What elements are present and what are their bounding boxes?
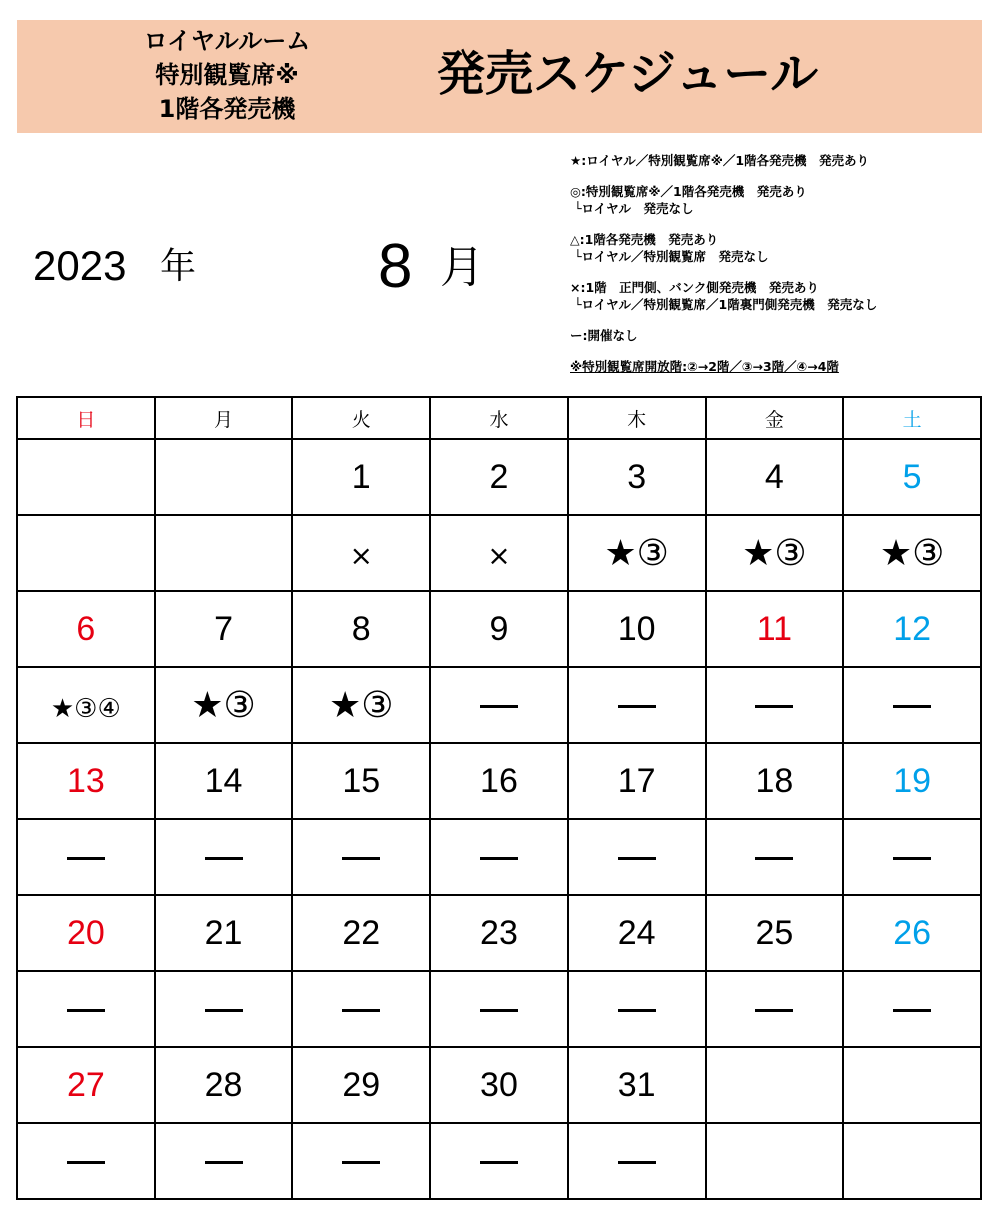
status-cell-9 bbox=[430, 667, 568, 743]
calendar-body bbox=[17, 439, 981, 1199]
no-race-dash bbox=[480, 1161, 518, 1164]
no-race-dash bbox=[205, 857, 243, 860]
date-row bbox=[17, 439, 981, 515]
date-cell-5: 5 bbox=[843, 439, 981, 515]
status-cell-27 bbox=[17, 1123, 155, 1199]
date-cell-18: 18 bbox=[706, 743, 844, 819]
status-cell-16 bbox=[430, 819, 568, 895]
no-race-dash bbox=[893, 857, 931, 860]
month-unit: 月 bbox=[440, 242, 484, 293]
legend-floor-note: ※特別観覧席開放階:②→2階／③→3階／④→4階 bbox=[570, 359, 839, 374]
status-cell-14 bbox=[155, 819, 293, 895]
no-race-dash bbox=[755, 1009, 793, 1012]
status-cell-empty bbox=[155, 515, 293, 591]
date-cell-15: 15 bbox=[292, 743, 430, 819]
no-race-dash bbox=[342, 857, 380, 860]
date-cell-23: 23 bbox=[430, 895, 568, 971]
status-cell-29 bbox=[292, 1123, 430, 1199]
date-cell-10: 10 bbox=[568, 591, 706, 667]
no-race-dash bbox=[893, 705, 931, 708]
status-cell-11 bbox=[706, 667, 844, 743]
date-cell-empty bbox=[706, 1047, 844, 1123]
venue-label-royal: ロイヤルルーム bbox=[143, 27, 311, 55]
date-cell-9: 9 bbox=[430, 591, 568, 667]
no-race-dash bbox=[755, 857, 793, 860]
sales-status: ★③ bbox=[879, 532, 945, 574]
status-cell-30 bbox=[430, 1123, 568, 1199]
sales-status: × bbox=[487, 538, 511, 572]
date-cell-1: 1 bbox=[292, 439, 430, 515]
status-cell-4 bbox=[706, 515, 844, 591]
status-cell-13 bbox=[17, 819, 155, 895]
page-title: 発売スケジュール bbox=[437, 46, 819, 102]
status-cell-15 bbox=[292, 819, 430, 895]
date-cell-16: 16 bbox=[430, 743, 568, 819]
status-row bbox=[17, 971, 981, 1047]
weekday-monday: 月 bbox=[155, 397, 293, 439]
no-race-dash bbox=[755, 705, 793, 708]
legend-star-text: ★:ロイヤル／特別観覧席※／1階各発売機 発売あり bbox=[570, 153, 870, 168]
status-cell-20 bbox=[17, 971, 155, 1047]
status-cell-12 bbox=[843, 667, 981, 743]
date-cell-empty bbox=[17, 439, 155, 515]
status-row bbox=[17, 667, 981, 743]
status-cell-17 bbox=[568, 819, 706, 895]
date-cell-11: 11 bbox=[706, 591, 844, 667]
status-cell-1 bbox=[292, 515, 430, 591]
status-cell-10 bbox=[568, 667, 706, 743]
status-cell-18 bbox=[706, 819, 844, 895]
venue-label-first-floor: 1階各発売機 bbox=[158, 95, 296, 123]
date-cell-8: 8 bbox=[292, 591, 430, 667]
no-race-dash bbox=[480, 1009, 518, 1012]
status-cell-empty bbox=[843, 1123, 981, 1199]
status-cell-7 bbox=[155, 667, 293, 743]
status-cell-empty bbox=[17, 515, 155, 591]
weekday-friday: 金 bbox=[706, 397, 844, 439]
status-cell-31 bbox=[568, 1123, 706, 1199]
no-race-dash bbox=[480, 857, 518, 860]
sales-status: × bbox=[349, 538, 373, 572]
status-row bbox=[17, 515, 981, 591]
date-cell-21: 21 bbox=[155, 895, 293, 971]
legend-double-circle-text: ◎:特別観覧席※／1階各発売機 発売あり bbox=[570, 184, 807, 199]
date-cell-27: 27 bbox=[17, 1047, 155, 1123]
legend-double-circle bbox=[570, 183, 990, 217]
calendar-table bbox=[16, 396, 982, 1200]
no-race-dash bbox=[205, 1009, 243, 1012]
status-cell-28 bbox=[155, 1123, 293, 1199]
date-cell-2: 2 bbox=[430, 439, 568, 515]
date-cell-empty bbox=[843, 1047, 981, 1123]
status-cell-22 bbox=[292, 971, 430, 1047]
sales-status: ★③ bbox=[191, 684, 256, 726]
no-race-dash bbox=[342, 1009, 380, 1012]
status-row bbox=[17, 819, 981, 895]
header-banner bbox=[17, 20, 982, 133]
status-cell-2 bbox=[430, 515, 568, 591]
date-row bbox=[17, 743, 981, 819]
no-race-dash bbox=[342, 1161, 380, 1164]
date-cell-empty bbox=[155, 439, 293, 515]
date-row bbox=[17, 1047, 981, 1123]
date-row bbox=[17, 895, 981, 971]
weekday-tuesday: 火 bbox=[292, 397, 430, 439]
status-cell-5 bbox=[843, 515, 981, 591]
legend-triangle bbox=[570, 231, 990, 265]
no-race-dash bbox=[67, 1161, 105, 1164]
month-value: 8 bbox=[378, 232, 413, 301]
date-cell-19: 19 bbox=[843, 743, 981, 819]
status-cell-8 bbox=[292, 667, 430, 743]
legend-cross bbox=[570, 279, 990, 313]
weekday-header-row bbox=[17, 397, 981, 439]
no-race-dash bbox=[618, 1161, 656, 1164]
status-cell-empty bbox=[706, 1123, 844, 1199]
year-unit: 年 bbox=[160, 246, 197, 287]
weekday-thursday: 木 bbox=[568, 397, 706, 439]
no-race-dash bbox=[618, 705, 656, 708]
status-cell-3 bbox=[568, 515, 706, 591]
date-cell-12: 12 bbox=[843, 591, 981, 667]
no-race-dash bbox=[480, 705, 518, 708]
date-cell-4: 4 bbox=[706, 439, 844, 515]
date-cell-24: 24 bbox=[568, 895, 706, 971]
no-race-dash bbox=[893, 1009, 931, 1012]
date-cell-14: 14 bbox=[155, 743, 293, 819]
legend bbox=[570, 152, 990, 389]
year-value: 2023 bbox=[33, 242, 127, 289]
date-row bbox=[17, 591, 981, 667]
no-race-dash bbox=[67, 857, 105, 860]
status-cell-23 bbox=[430, 971, 568, 1047]
legend-double-circle-sub: └ロイヤル 発売なし bbox=[574, 201, 694, 216]
date-cell-26: 26 bbox=[843, 895, 981, 971]
legend-triangle-text: △:1階各発売機 発売あり bbox=[570, 232, 719, 247]
legend-star bbox=[570, 152, 990, 169]
date-cell-13: 13 bbox=[17, 743, 155, 819]
status-cell-26 bbox=[843, 971, 981, 1047]
legend-cross-sub: └ロイヤル／特別観覧席／1階裏門側発売機 発売なし bbox=[574, 297, 878, 312]
legend-dash-text: ー:開催なし bbox=[570, 328, 638, 343]
date-cell-31: 31 bbox=[568, 1047, 706, 1123]
status-cell-25 bbox=[706, 971, 844, 1047]
sales-status: ★③ bbox=[328, 684, 394, 726]
weekday-saturday: 土 bbox=[843, 397, 981, 439]
weekday-sunday: 日 bbox=[17, 397, 155, 439]
date-cell-17: 17 bbox=[568, 743, 706, 819]
date-cell-29: 29 bbox=[292, 1047, 430, 1123]
legend-triangle-sub: └ロイヤル／特別観覧席 発売なし bbox=[574, 249, 769, 264]
status-cell-19 bbox=[843, 819, 981, 895]
date-cell-22: 22 bbox=[292, 895, 430, 971]
no-race-dash bbox=[618, 857, 656, 860]
legend-cross-text: ×:1階 正門側、バンク側発売機 発売あり bbox=[570, 280, 819, 295]
status-row bbox=[17, 1123, 981, 1199]
status-cell-21 bbox=[155, 971, 293, 1047]
sales-status: ★③④ bbox=[50, 693, 121, 724]
venue-label-special-seats: 特別観覧席※ bbox=[155, 61, 299, 89]
weekday-wednesday: 水 bbox=[430, 397, 568, 439]
no-race-dash bbox=[67, 1009, 105, 1012]
date-cell-7: 7 bbox=[155, 591, 293, 667]
date-cell-30: 30 bbox=[430, 1047, 568, 1123]
status-cell-24 bbox=[568, 971, 706, 1047]
date-cell-25: 25 bbox=[706, 895, 844, 971]
venue-labels bbox=[107, 24, 347, 126]
no-race-dash bbox=[205, 1161, 243, 1164]
no-race-dash bbox=[618, 1009, 656, 1012]
date-cell-3: 3 bbox=[568, 439, 706, 515]
date-cell-28: 28 bbox=[155, 1047, 293, 1123]
sales-status: ★③ bbox=[742, 532, 807, 574]
date-cell-20: 20 bbox=[17, 895, 155, 971]
sales-status: ★③ bbox=[604, 532, 669, 574]
status-cell-6 bbox=[17, 667, 155, 743]
legend-dash bbox=[570, 327, 990, 344]
date-cell-6: 6 bbox=[17, 591, 155, 667]
